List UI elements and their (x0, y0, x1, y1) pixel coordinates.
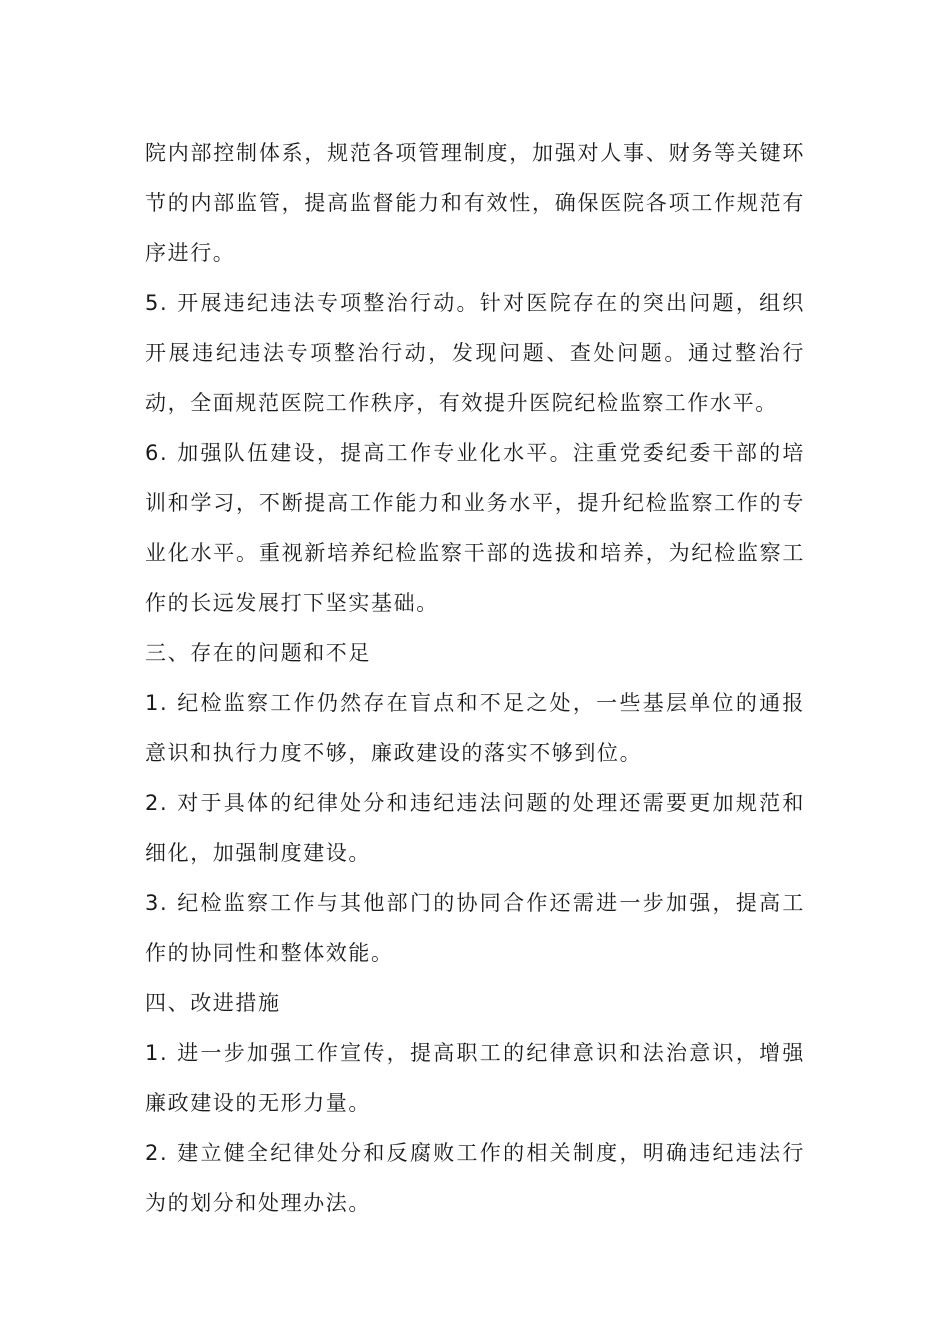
paragraph-item-5-special-rectification: 5. 开展违纪违法专项整治行动。针对医院存在的突出问题，组织开展违纪违法专项整治行动，发现问题、查处问题。通过整治行动，全面规范医院工作秩序，有效提升医院纪检监察工作水平。 (145, 291, 805, 415)
paragraph-improvement-1: 1. 进一步加强工作宣传，提高职工的纪律意识和法治意识，增强廉政建设的无形力量。 (145, 1041, 805, 1115)
paragraph-item-6-team-building: 6. 加强队伍建设，提高工作专业化水平。注重党委纪委干部的培训和学习，不断提高工作能力和业务水平，提升纪检监察工作的专业化水平。重视新培养纪检监察干部的选拔和培养，为纪检监察工作的长远发展打下坚实基础。 (145, 441, 805, 615)
paragraph-internal-control-continued: 院内部控制体系，规范各项管理制度，加强对人事、财务等关键环节的内部监管，提高监督能力和有效性，确保医院各项工作规范有序进行。 (145, 141, 805, 265)
paragraph-problem-2: 2. 对于具体的纪律处分和违纪违法问题的处理还需要更加规范和细化，加强制度建设。 (145, 791, 805, 865)
paragraph-problem-3: 3. 纪检监察工作与其他部门的协同合作还需进一步加强，提高工作的协同性和整体效能。 (145, 891, 805, 965)
paragraph-problem-1: 1. 纪检监察工作仍然存在盲点和不足之处，一些基层单位的通报意识和执行力度不够，廉政建设的落实不够到位。 (145, 691, 805, 765)
paragraph-improvement-2: 2. 建立健全纪律处分和反腐败工作的相关制度，明确违纪违法行为的划分和处理办法。 (145, 1141, 805, 1215)
document-body (145, 128, 805, 1228)
section-heading-improvements: 四、改进措施 (145, 991, 281, 1015)
section-heading-problems: 三、存在的问题和不足 (145, 641, 371, 665)
